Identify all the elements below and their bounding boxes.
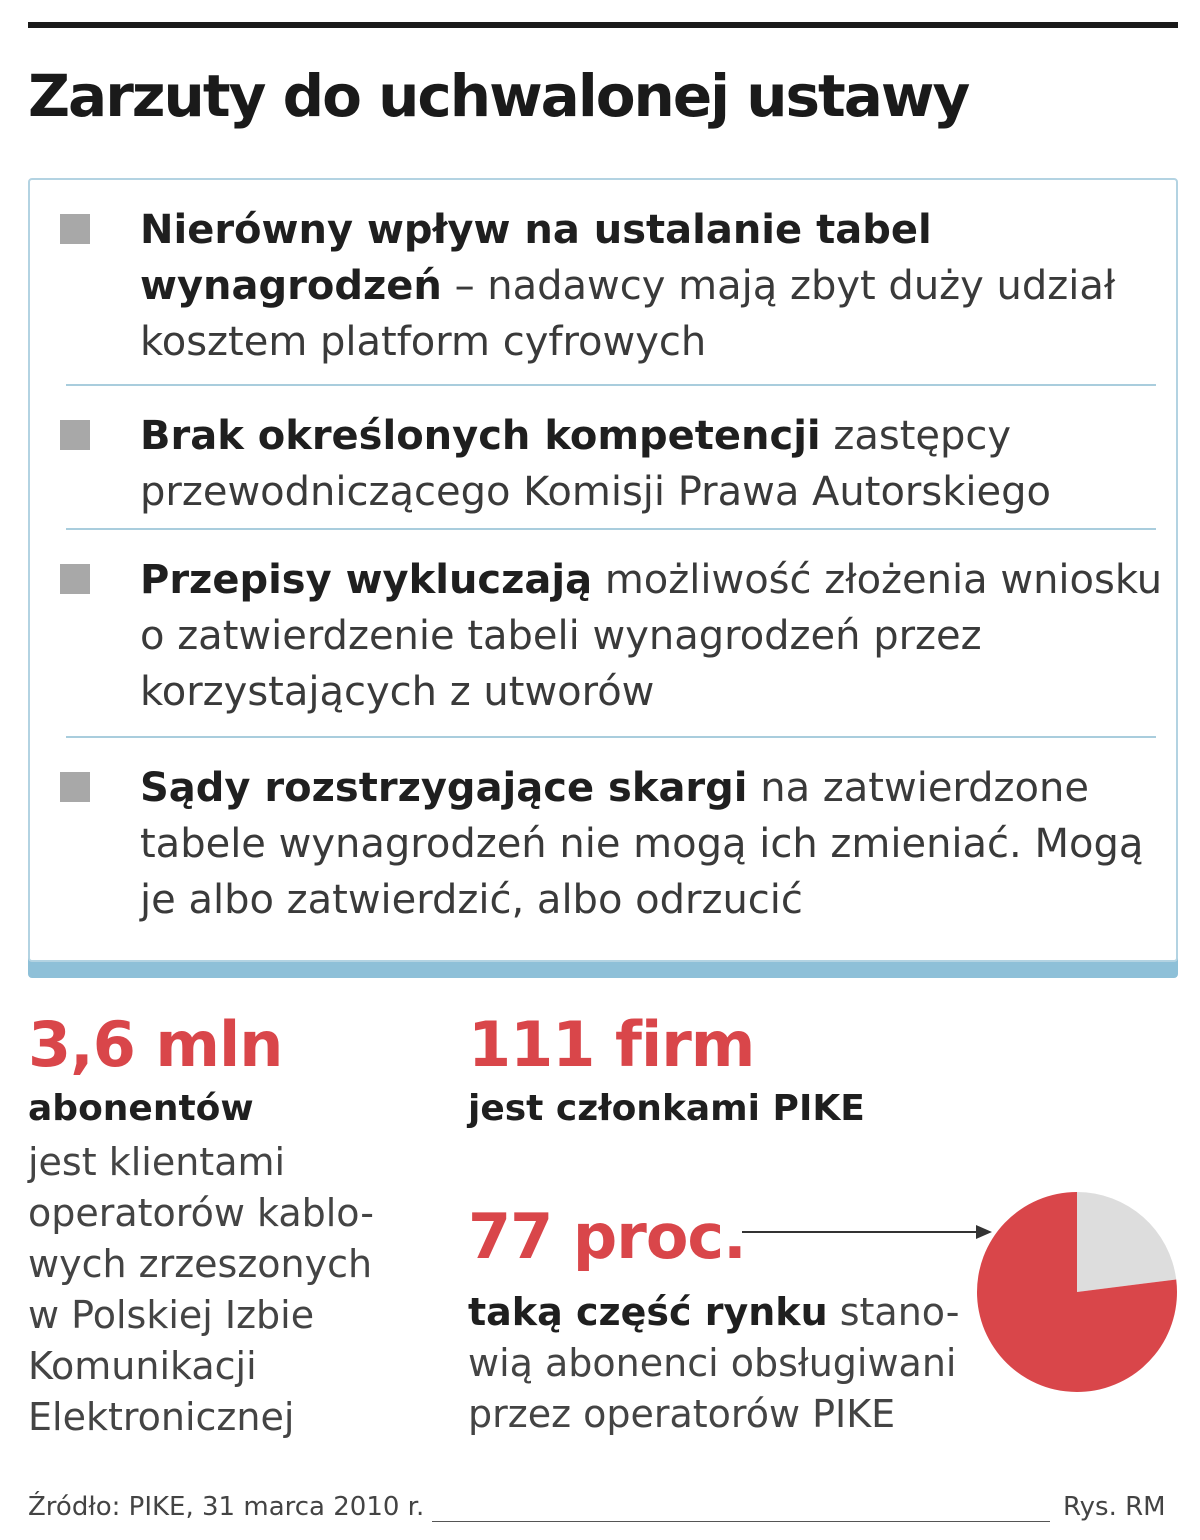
objection-text: na zatwierdzone tabele wynagrodzeń nie mogą ich zmieniać. Mogą je albo zatwierdzić, albo odrzucić (140, 765, 1144, 923)
objection-text: możliwość złożenia wniosku o zatwierdzenie tabeli wynagrodzeń przez korzystających z utworów (140, 557, 1163, 715)
desc-line: Elektronicznej (28, 1395, 295, 1439)
desc-line: wych zrzeszonych (28, 1242, 373, 1286)
objection-bold: Sądy rozstrzygające skargi (140, 765, 748, 811)
subscribers-label: abonentów (28, 1088, 254, 1129)
desc-line: w Polskiej Izbie (28, 1293, 315, 1337)
source-note: Źródło: PIKE, 31 marca 2010 r. (28, 1492, 425, 1522)
objection-text: zastępcy przewodniczącego Komisji Prawa Autorskiego (140, 413, 1051, 515)
share-bold: taką część rynku (468, 1290, 828, 1334)
subscribers-number: 3,6 mln (28, 1008, 283, 1081)
objection-text: – nadawcy mają zbyt duży udział kosztem platform cyfrowych (140, 263, 1116, 365)
desc-line: jest klientami (28, 1140, 286, 1184)
desc-line: przez operatorów PIKE (468, 1392, 896, 1436)
objection-bold: Nierówny wpływ na ustalanie tabel wynagrodzeń (140, 207, 932, 309)
pie-group (977, 1192, 1177, 1392)
desc-line: operatorów kablo- (28, 1191, 374, 1235)
footer-rule (432, 1521, 1050, 1522)
share-text: stano- (827, 1290, 960, 1334)
firms-label: jest członkami PIKE (468, 1088, 865, 1129)
desc-line: Komunikacji (28, 1344, 257, 1388)
desc-line: wią abonenci obsługiwani (468, 1341, 957, 1385)
firms-number: 111 firm (468, 1008, 755, 1081)
objection-bold: Brak określonych kompetencji (140, 413, 821, 459)
pie-slice (1077, 1192, 1176, 1292)
share-number: 77 proc. (468, 1200, 746, 1273)
infographic-title: Zarzuty do uchwalonej ustawy (28, 62, 969, 130)
arrow-head-icon (976, 1225, 992, 1239)
credit-note: Rys. RM (1063, 1492, 1166, 1522)
objection-bold: Przepisy wykluczają (140, 557, 593, 603)
